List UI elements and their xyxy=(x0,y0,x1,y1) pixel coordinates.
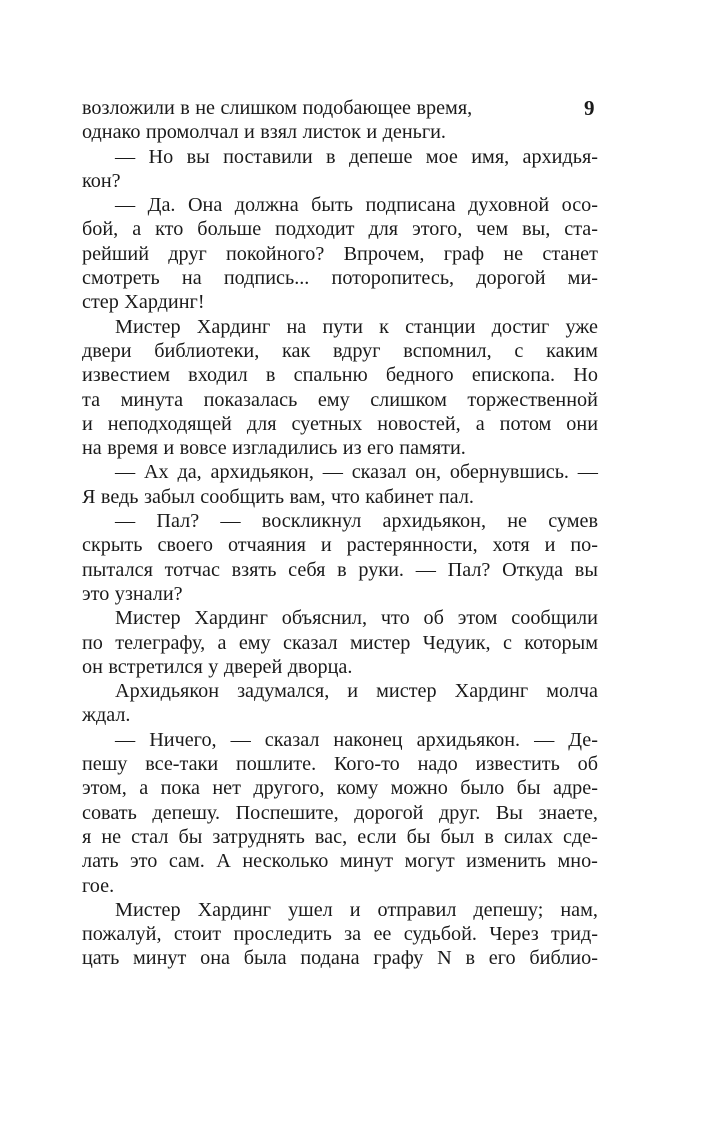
text-line: Архидьякон задумался, и мистер Хардинг молча xyxy=(115,680,598,703)
text-line: — Но вы поставили в депеше мое имя, архидья- xyxy=(115,145,598,168)
text-line: этом, а пока нет другого, кому можно было бы адре- xyxy=(82,777,598,800)
text-line: совать депешу. Поспешите, дорогой друг. Вы знаете, xyxy=(82,801,598,824)
text-line: ждал. xyxy=(82,704,131,727)
text-line: — Ничего, — сказал наконец архидьякон. — Де- xyxy=(115,728,598,751)
text-line: Мистер Хардинг объяснил, что об этом сообщили xyxy=(115,607,598,630)
text-line: и неподходящей для суетных новостей, а потом они xyxy=(82,412,598,435)
text-line: это узнали? xyxy=(82,582,183,605)
text-line: цать минут она была подана графу N в его библио- xyxy=(82,947,598,970)
text-line: Мистер Хардинг ушел и отправил депешу; нам, xyxy=(115,898,598,921)
text-line: пытался тотчас взять себя в руки. — Пал? Откуда вы xyxy=(82,558,598,581)
text-line: гое. xyxy=(82,874,115,897)
text-line: Я ведь забыл сообщить вам, что кабинет пал. xyxy=(82,485,474,508)
text-line: по телеграфу, а ему сказал мистер Чедуик, с которым xyxy=(82,631,598,654)
body-text xyxy=(82,96,598,971)
text-line: я не стал бы затруднять вас, если бы был в силах сде- xyxy=(82,825,598,848)
text-line: он встретился у дверей дворца. xyxy=(82,655,353,678)
text-line: известием входил в спальню бедного епископа. Но xyxy=(82,364,598,387)
page-number: 9 xyxy=(584,96,595,120)
text-line: пешу все-таки пошлите. Кого-то надо известить об xyxy=(82,753,598,776)
text-line: — Да. Она должна быть подписана духовной осо- xyxy=(115,194,598,217)
text-line: смотреть на подпись... поторопитесь, дорогой ми- xyxy=(82,267,598,290)
text-line: стер Хардинг! xyxy=(82,291,205,314)
text-line: лать это сам. А несколько минут могут изменить мно- xyxy=(82,850,598,873)
text-line: возложили в не слишком подобающее время, xyxy=(82,97,473,119)
text-line: однако промолчал и взял листок и деньги. xyxy=(82,121,446,144)
text-line: та минута показалась ему слишком торжественной xyxy=(82,388,598,411)
text-line: скрыть своего отчаяния и растерянности, хотя и по- xyxy=(82,534,598,557)
text-line: — Пал? — воскликнул архидьякон, не сумев xyxy=(115,510,598,533)
text-line: рейший друг покойного? Впрочем, граф не станет xyxy=(82,242,598,265)
text-line: двери библиотеки, как вдруг вспомнил, с каким xyxy=(82,339,598,362)
text-line: пожалуй, стоит проследить за ее судьбой. Через трид- xyxy=(82,923,598,946)
text-line: Мистер Хардинг на пути к станции достиг уже xyxy=(115,315,598,338)
text-line: — Ах да, архидьякон, — сказал он, обернувшись. — xyxy=(115,461,598,484)
text-line: кон? xyxy=(82,169,121,192)
text-line: бой, а кто больше подходит для этого, чем вы, ста- xyxy=(82,218,598,241)
text-line: на время и вовсе изгладились из его памяти. xyxy=(82,437,466,460)
